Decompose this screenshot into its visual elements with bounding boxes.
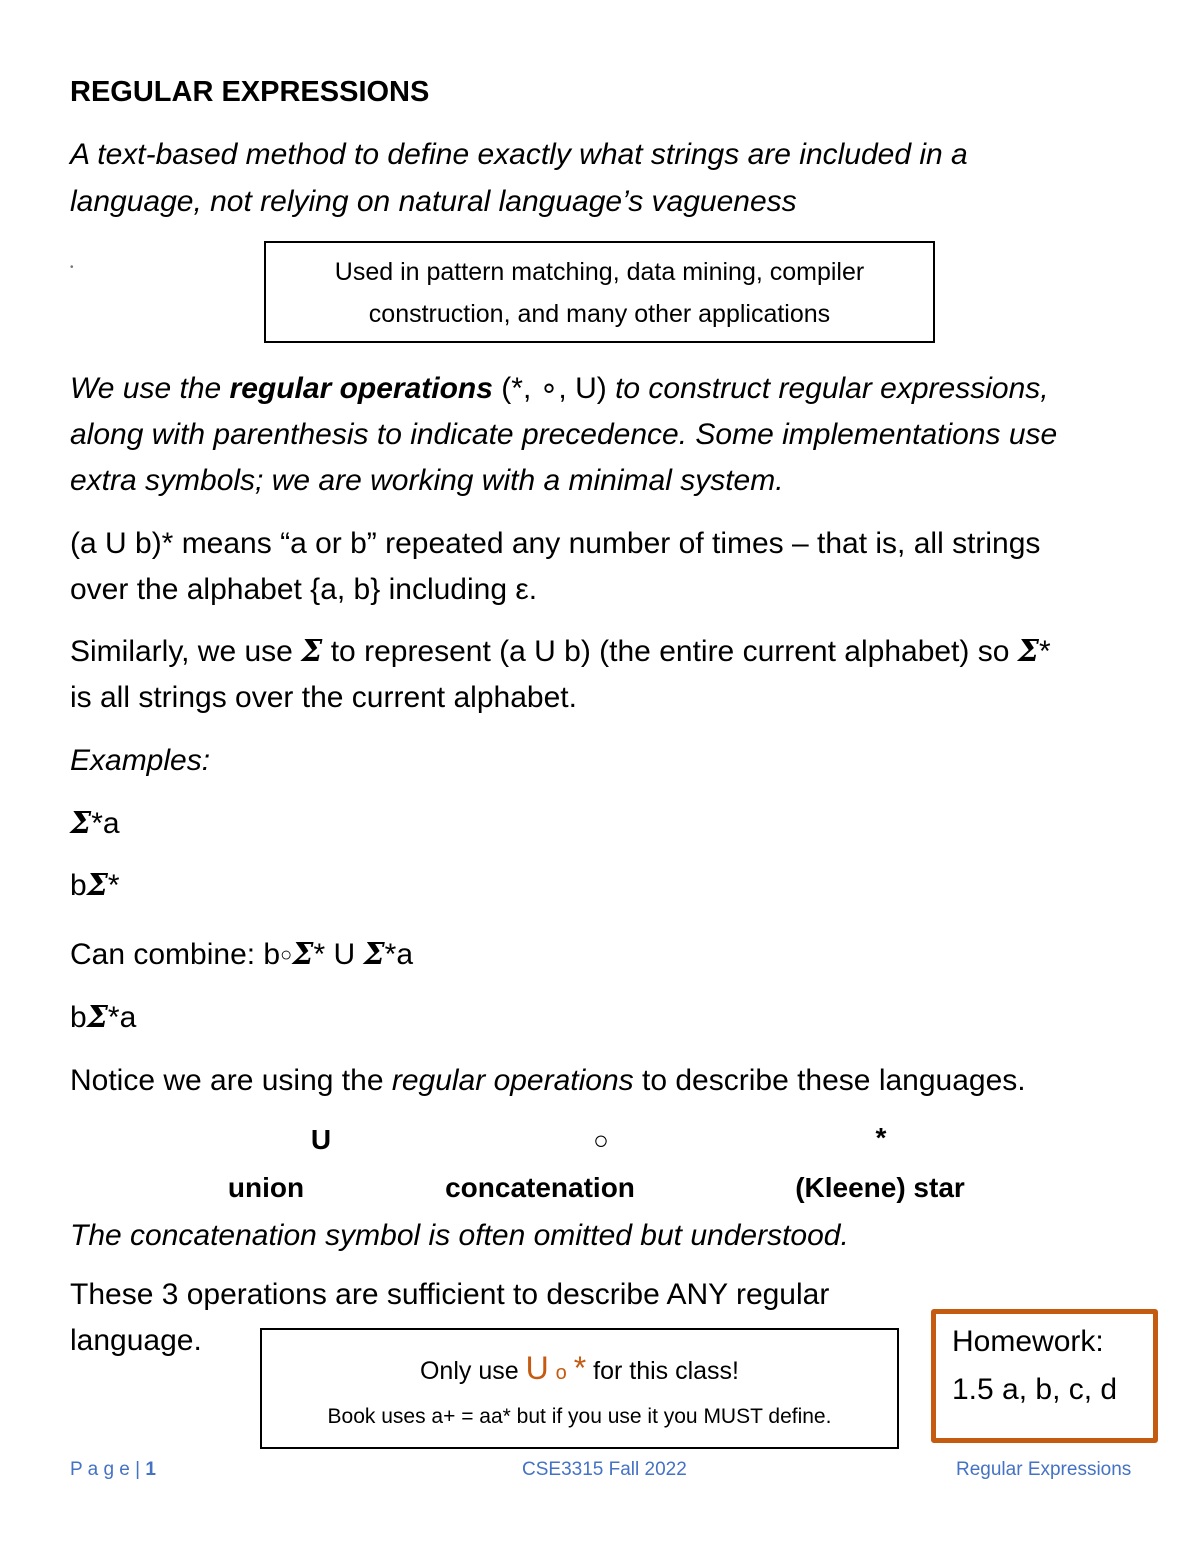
homework-label: Homework: <box>952 1325 1104 1358</box>
concat-note: The concatenation symbol is often omitted but understood. <box>70 1219 849 1252</box>
union-name: union <box>227 1172 305 1203</box>
notice-b: to describe these languages. <box>633 1064 1026 1097</box>
examples-label: Examples: <box>70 744 211 777</box>
only-use-box <box>260 1328 899 1449</box>
ops-text-symbols: (*, ∘, U) <box>492 372 616 405</box>
intro-line-1: A text-based method to define exactly what strings are included in a <box>70 138 968 171</box>
sigma-para-line-2: is all strings over the current alphabet. <box>70 681 577 714</box>
concat-op-symbol: o <box>555 1362 567 1384</box>
concatenation-name: concatenation <box>445 1172 635 1203</box>
usage-box <box>264 241 935 343</box>
notice-line <box>70 1058 1026 1104</box>
only-use-line-2: Book uses a+ = aa* but if you use it you MUST define. <box>327 1405 832 1428</box>
bullet-mark: • <box>70 262 74 273</box>
only-use-line-1 <box>262 1344 897 1397</box>
sigma-symbol: Σ <box>86 868 108 903</box>
ab-para-line-1: (a U b)* means “a or b” repeated any number of times – that is, all strings <box>70 527 1041 560</box>
footer-page-number: 1 <box>145 1459 156 1480</box>
combine-mid: * U <box>313 938 364 971</box>
footer-page <box>70 1459 156 1481</box>
combine-end: *a <box>384 938 414 971</box>
homework-items: 1.5 a, b, c, d <box>952 1373 1118 1406</box>
example-4-rest: *a <box>107 1001 137 1034</box>
footer-separator: | <box>135 1459 141 1480</box>
union-symbol: U <box>310 1124 332 1155</box>
footer-course: CSE3315 Fall 2022 <box>522 1459 687 1480</box>
ops-text-b: to construct regular expressions, <box>615 372 1049 405</box>
only-use-post: for this class! <box>586 1357 740 1385</box>
ops-para-line-3: extra symbols; we are working with a minimal system. <box>70 464 784 497</box>
example-2 <box>70 863 120 909</box>
concatenation-symbol: ○ <box>593 1125 609 1155</box>
notice-a: Notice we are using the <box>70 1064 392 1097</box>
example-combine <box>70 932 413 978</box>
sigma-symbol: Σ <box>70 806 92 841</box>
star-op-symbol: * <box>573 1350 587 1386</box>
sigma-para-line-1 <box>70 629 1051 675</box>
combine-label: Can combine: b <box>70 938 281 971</box>
example-4 <box>70 995 136 1041</box>
example-4-pre: b <box>70 1001 87 1034</box>
footer-topic: Regular Expressions <box>956 1459 1132 1480</box>
notice-italic: regular operations <box>391 1064 634 1097</box>
sigma-symbol: Σ <box>292 937 314 972</box>
sigma-symbol: Σ <box>301 634 323 669</box>
concat-symbol: ○ <box>280 944 293 966</box>
star-symbol: * <box>875 1122 887 1153</box>
sigma-text-star: * <box>1038 635 1051 668</box>
example-1 <box>70 801 120 847</box>
sufficient-line-1: These 3 operations are sufficient to describe ANY regular <box>70 1278 830 1311</box>
ops-text-bold: regular operations <box>229 372 493 405</box>
example-1-rest: *a <box>91 807 120 840</box>
ops-para-line-1 <box>70 366 1049 412</box>
example-2-pre: b <box>70 869 87 902</box>
ops-para-line-2: along with parenthesis to indicate precedence. Some implementations use <box>70 418 1058 451</box>
intro-line-2: language, not relying on natural language’s vagueness <box>70 185 797 218</box>
usage-box-line-1: Used in pattern matching, data mining, compiler <box>334 258 865 286</box>
union-op-symbol: U <box>525 1350 549 1386</box>
ab-para-line-2: over the alphabet {a, b} including ε. <box>70 573 538 606</box>
only-use-pre: Only use <box>419 1357 526 1385</box>
sufficient-line-2: language. <box>70 1324 202 1357</box>
sigma-text-b: to represent (a U b) (the entire current alphabet) so <box>322 635 1018 668</box>
ops-text-a: We use the <box>70 372 230 405</box>
sigma-text-a: Similarly, we use <box>70 635 302 668</box>
example-2-rest: * <box>107 869 120 902</box>
footer-page-label: P a g e <box>70 1459 130 1480</box>
homework-box <box>931 1309 1158 1443</box>
sigma-symbol: Σ <box>86 1000 108 1035</box>
sigma-symbol: Σ <box>1017 634 1039 669</box>
star-name: (Kleene) star <box>795 1172 965 1203</box>
page-title: REGULAR EXPRESSIONS <box>70 76 430 108</box>
sigma-symbol: Σ <box>363 937 385 972</box>
usage-box-line-2: construction, and many other applications <box>368 300 831 328</box>
